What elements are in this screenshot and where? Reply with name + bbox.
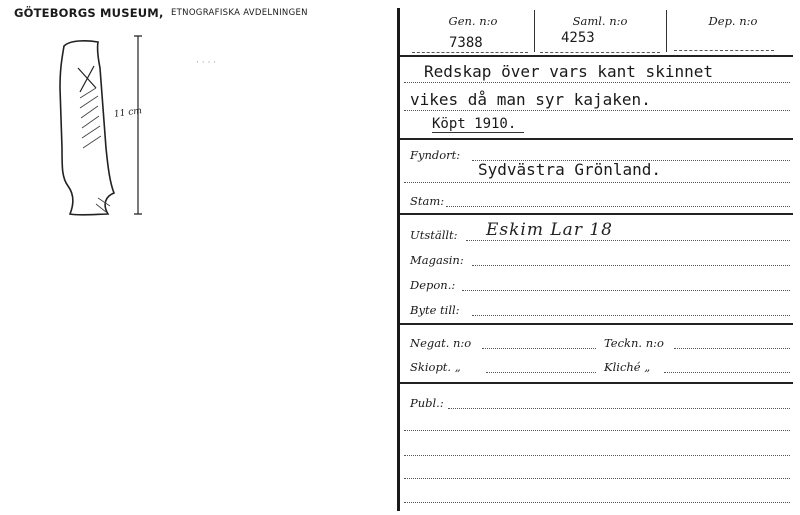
gen-number: 7388 — [449, 35, 483, 51]
fyndort-value: Sydvästra Grönland. — [478, 160, 662, 179]
ruled-line — [664, 372, 790, 373]
saml-dotted-line — [540, 52, 660, 53]
description-line-3: Köpt 1910. — [432, 116, 524, 133]
ruled-line — [486, 372, 596, 373]
ruled-line — [462, 290, 790, 291]
stam-label: Stam: — [410, 194, 445, 208]
rule — [400, 323, 793, 325]
ruled-line — [472, 315, 790, 316]
pencil-marks: · · · · — [196, 58, 217, 68]
ruled-line — [448, 408, 790, 409]
gen-dotted-line — [412, 52, 528, 53]
ruled-line — [404, 502, 790, 503]
rule — [400, 55, 793, 57]
gen-label: Gen. n:o — [448, 14, 498, 28]
dep-dotted-line — [674, 50, 774, 51]
publ-label: Publ.: — [410, 396, 444, 410]
ruled-line — [466, 240, 790, 241]
negat-label: Negat. n:o — [410, 336, 472, 350]
rule — [400, 138, 793, 140]
column-divider — [666, 10, 667, 52]
museum-name: GÖTEBORGS MUSEUM, — [14, 6, 164, 20]
kliche-label: Kliché „ — [604, 360, 651, 374]
ruled-line — [404, 430, 790, 431]
department-name: ETNOGRAFISKA AVDELNINGEN — [171, 8, 308, 18]
ruled-line — [404, 455, 790, 456]
fyndort-label: Fyndort: — [410, 148, 461, 162]
ruled-line — [404, 182, 790, 183]
description-line-2: vikes då man syr kajaken. — [410, 90, 651, 109]
dep-label: Dep. n:o — [708, 14, 758, 28]
rule — [400, 382, 793, 384]
utstallt-handwriting: Eskim Lar 18 — [486, 220, 613, 240]
scale-label: 11 cm — [113, 106, 143, 120]
skiopt-label: Skiopt. „ — [410, 360, 461, 374]
ruled-line — [404, 478, 790, 479]
saml-number: 4253 — [561, 30, 595, 46]
object-sketch — [40, 28, 150, 228]
ruled-line — [482, 348, 596, 349]
teckn-label: Teckn. n:o — [604, 336, 664, 350]
ruled-line — [404, 82, 790, 83]
card-divider — [397, 8, 400, 511]
rule — [400, 213, 793, 215]
magasin-label: Magasin: — [410, 253, 464, 267]
depon-label: Depon.: — [410, 278, 456, 292]
ruled-line — [472, 265, 790, 266]
utstallt-label: Utställt: — [410, 228, 458, 242]
ruled-line — [674, 348, 790, 349]
byte-label: Byte till: — [410, 303, 460, 317]
ruled-line — [404, 110, 790, 111]
saml-label: Saml. n:o — [572, 14, 628, 28]
ruled-line — [446, 206, 790, 207]
description-line-1: Redskap över vars kant skinnet — [424, 62, 713, 81]
column-divider — [534, 10, 535, 52]
